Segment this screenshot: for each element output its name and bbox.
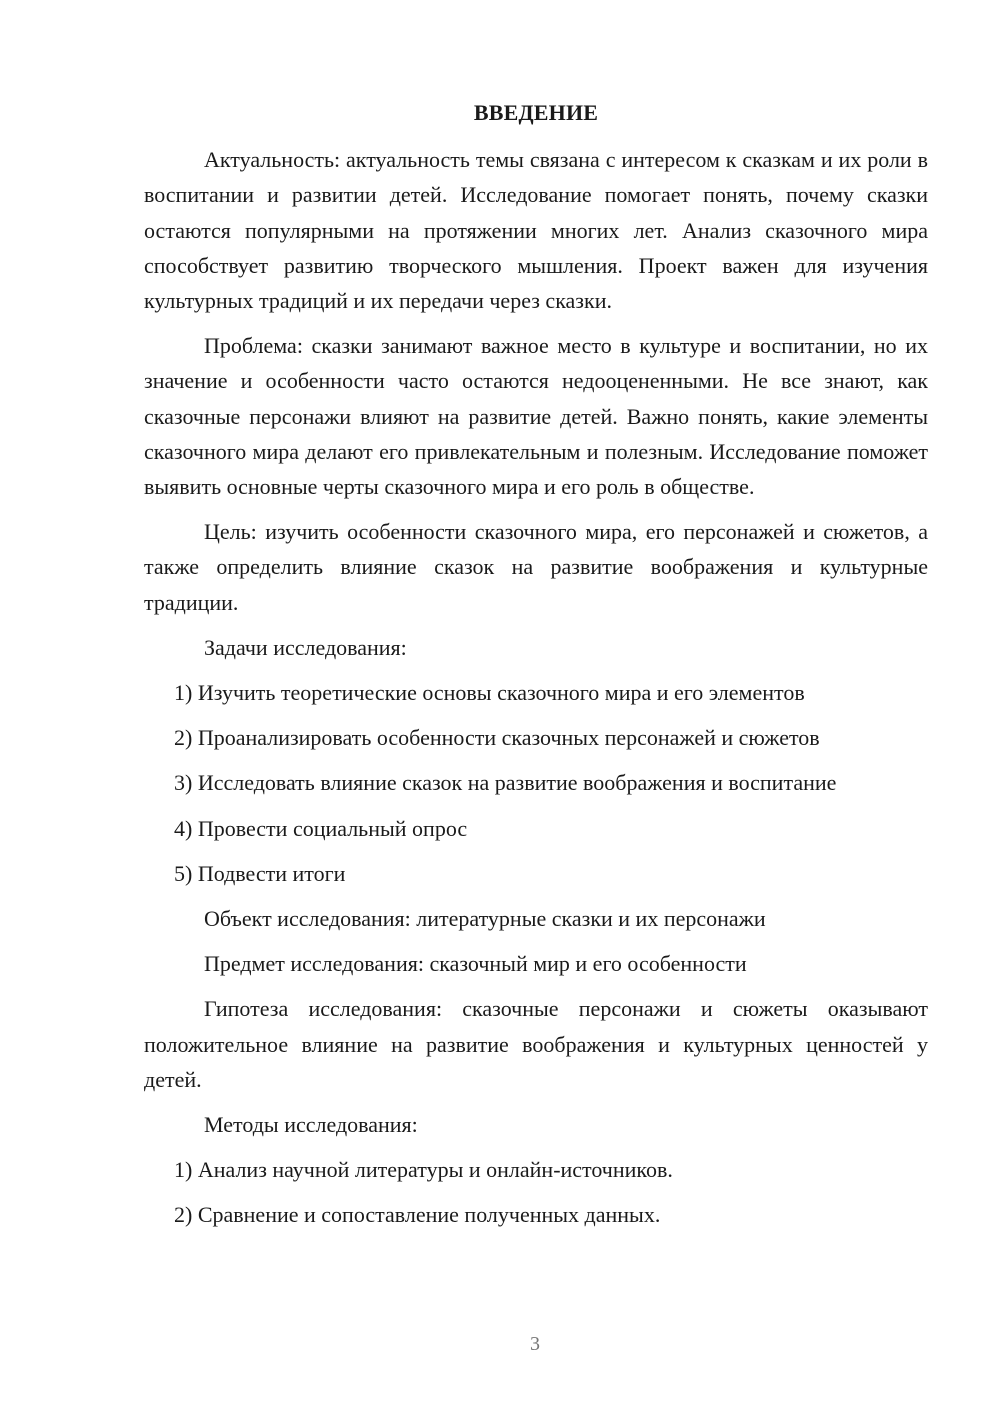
- page-number: 3: [530, 1333, 540, 1355]
- method-item-1: 1) Анализ научной литературы и онлайн-источников.: [174, 1157, 673, 1183]
- subject-line: Предмет исследования: сказочный мир и его особенности: [204, 951, 747, 977]
- section-title: ВВЕДЕНИЕ: [473, 100, 599, 125]
- goal-paragraph: Цель: изучить особенности сказочного мира, его персонажей и сюжетов, а также определить влияние сказок на развитие воображения и культурные традиции.: [144, 519, 928, 615]
- problem-paragraph: Проблема: сказки занимают важное место в культуре и воспитании, но их значение и особенности часто остаются недооцененными. Не все знают, как сказочные персонажи влияют на развитие детей. Важно понять, какие элементы сказочного мира делают его привлекательным и полезным. Исследование поможет выявить основные черты сказочного мира и его роль в обществе.: [144, 333, 928, 500]
- task-item-5: 5) Подвести итоги: [174, 860, 346, 886]
- tasks-heading: Задачи исследования:: [204, 634, 407, 660]
- hypothesis-paragraph: Гипотеза исследования: сказочные персонажи и сюжеты оказывают положительное влияние на развитие воображения и культурных ценностей у детей.: [144, 996, 928, 1092]
- object-line: Объект исследования: литературные сказки и их персонажи: [204, 906, 766, 932]
- task-item-1: 1) Изучить теоретические основы сказочного мира и его элементов: [174, 680, 805, 706]
- task-item-2: 2) Проанализировать особенности сказочных персонажей и сюжетов: [174, 725, 820, 751]
- methods-heading: Методы исследования:: [204, 1112, 418, 1138]
- method-item-2: 2) Сравнение и сопоставление полученных данных.: [174, 1202, 661, 1228]
- task-item-4: 4) Провести социальный опрос: [174, 815, 468, 841]
- document-page: [144, 95, 928, 1243]
- actuality-paragraph: Актуальность: актуальность темы связана с интересом к сказкам и их роли в воспитании и развитии детей. Исследование помогает понять, почему сказки остаются популярными на протяжении многих лет. Анализ сказочного мира способствует развитию творческого мышления. Проект важен для изучения культурных традиций и их передачи через сказки.: [144, 147, 928, 314]
- task-item-3: 3) Исследовать влияние сказок на развитие воображения и воспитание: [174, 770, 837, 796]
